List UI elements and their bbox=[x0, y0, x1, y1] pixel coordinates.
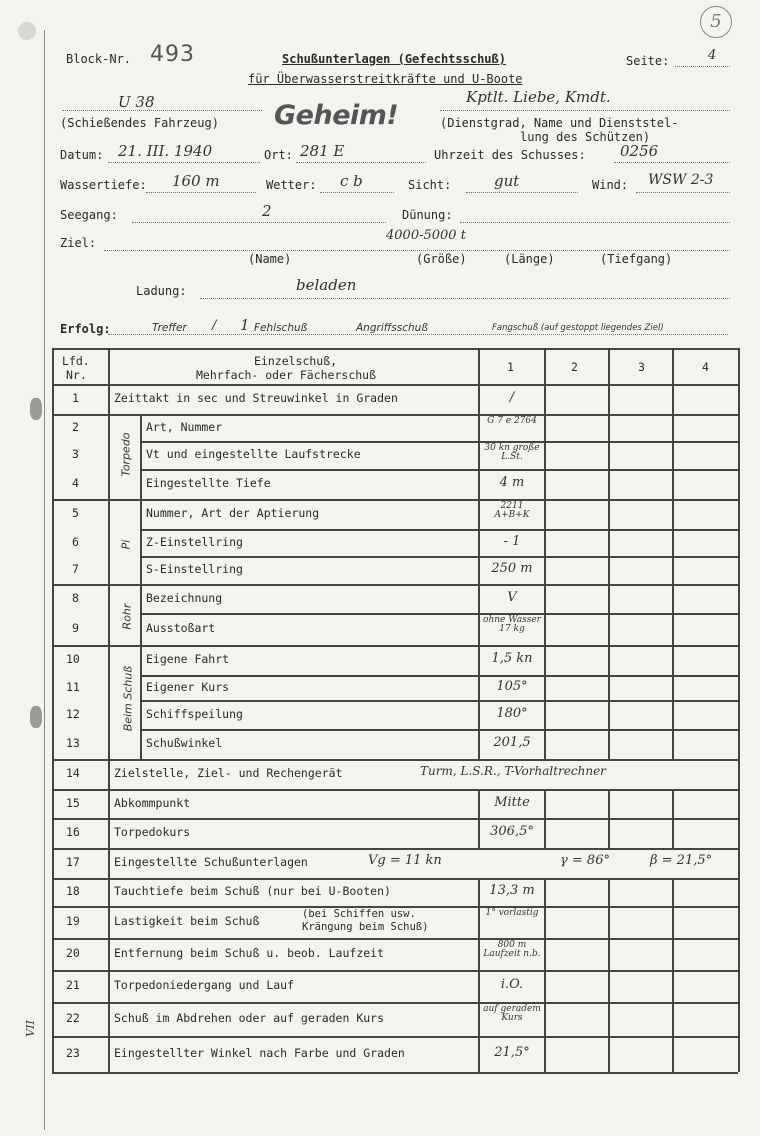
table-row-line bbox=[52, 584, 738, 586]
table-row-line bbox=[52, 818, 738, 820]
row-value-3: β = 21,5° bbox=[650, 853, 713, 868]
weather-value: c b bbox=[340, 172, 363, 190]
result-coup: Fangschuß (auf gestoppt liegendes Ziel) bbox=[492, 323, 664, 333]
sea-value: 2 bbox=[262, 202, 272, 220]
group-pi: Pi bbox=[119, 539, 133, 550]
table-row-line bbox=[140, 441, 738, 443]
table-row-line bbox=[52, 645, 738, 647]
sea-label: Seegang: bbox=[60, 208, 118, 222]
row-value-1: 21,5° bbox=[494, 1045, 530, 1060]
table-row-line bbox=[140, 613, 738, 615]
row-number: 9 bbox=[72, 621, 79, 635]
table-row-line bbox=[52, 848, 738, 850]
table-col-line bbox=[478, 348, 480, 759]
wind-dots bbox=[636, 192, 730, 193]
margin-line bbox=[44, 30, 45, 1130]
row-value-1: Mitte bbox=[494, 794, 530, 810]
row-value-1: - 1 bbox=[503, 533, 521, 549]
row-value-1: 250 m bbox=[491, 561, 533, 576]
depth-label: Wassertiefe: bbox=[60, 178, 147, 192]
size-caption: (Größe) bbox=[416, 252, 467, 266]
row-label: Schuß im Abdrehen oder auf geraden Kurs bbox=[114, 1011, 385, 1025]
row-number: 14 bbox=[66, 766, 80, 780]
result-attack: Angriffsschuß bbox=[356, 322, 428, 334]
table-col-line bbox=[478, 789, 480, 848]
col-desc-header-1: Einzelschuß, bbox=[254, 354, 338, 368]
length-caption: (Länge) bbox=[504, 252, 555, 266]
time-label: Uhrzeit des Schusses: bbox=[434, 148, 586, 162]
date-value: 21. III. 1940 bbox=[118, 142, 213, 160]
col-nr-header-2: Nr. bbox=[66, 368, 87, 382]
col-2-header: 2 bbox=[571, 360, 578, 374]
group-rohr: Rohr bbox=[120, 603, 134, 630]
result-hit-value: / bbox=[212, 318, 217, 333]
row-label: Zielstelle, Ziel- und Rechengerät bbox=[114, 766, 343, 780]
row-label: Ausstoßart bbox=[146, 621, 216, 635]
row-number: 2 bbox=[72, 419, 79, 434]
row-label: Nummer, Art der Aptierung bbox=[146, 506, 320, 520]
row-value-1: 306,5° bbox=[490, 824, 534, 839]
row-number: 8 bbox=[72, 590, 79, 605]
table-row-line bbox=[52, 499, 738, 501]
row-label: S-Einstellring bbox=[146, 562, 243, 576]
row-label: Eingestellte Schußunterlagen bbox=[114, 855, 308, 869]
row-value-1: 180° bbox=[496, 705, 528, 721]
form-subtitle: für Überwasserstreitkräfte und U-Boote bbox=[248, 72, 523, 86]
group-torpedo: Torpedo bbox=[119, 432, 133, 477]
row-number: 19 bbox=[66, 914, 80, 928]
table-col-line bbox=[478, 878, 480, 1072]
row-number: 16 bbox=[66, 825, 80, 839]
place-dots bbox=[296, 162, 426, 163]
row-label: Eigener Kurs bbox=[146, 679, 230, 694]
place-value: 281 E bbox=[300, 142, 345, 160]
row-label: Tauchtiefe beim Schuß (nur bei U-Booten) bbox=[114, 884, 391, 898]
row-value-1: i.O. bbox=[500, 977, 524, 992]
shooter-dots bbox=[440, 110, 730, 111]
table-col-line bbox=[608, 348, 610, 759]
row-number: 11 bbox=[66, 679, 80, 694]
shooter-value: Kptlt. Liebe, Kmdt. bbox=[466, 88, 611, 106]
punch-hole-middle bbox=[30, 398, 42, 420]
group-beim-schuss: Beim Schuß bbox=[121, 665, 135, 732]
row-label: Eingestellter Winkel nach Farbe und Graden bbox=[114, 1046, 405, 1060]
row-value-1: 30 kn große L.St. bbox=[484, 443, 540, 462]
result-label: Erfolg: bbox=[60, 322, 111, 336]
table-col-line bbox=[672, 878, 674, 1072]
weather-label: Wetter: bbox=[266, 178, 317, 192]
table-row-line bbox=[52, 1036, 738, 1038]
row-label: Schußwinkel bbox=[146, 736, 223, 750]
table-row-line bbox=[52, 1072, 738, 1074]
row-label-note: Krängung beim Schuß) bbox=[302, 921, 429, 933]
row-value-1: 800 m Laufzeit n.b. bbox=[483, 940, 541, 959]
col-nr-header-1: Lfd. bbox=[62, 354, 90, 368]
date-dots bbox=[108, 162, 260, 163]
table-row-line bbox=[140, 556, 738, 558]
col-1-header: 1 bbox=[507, 360, 514, 374]
table-col-line bbox=[544, 348, 546, 759]
table-col-line bbox=[672, 348, 674, 759]
depth-dots bbox=[146, 192, 256, 193]
table-row-line bbox=[140, 700, 738, 702]
table-col-line bbox=[608, 878, 610, 1072]
row-number: 7 bbox=[72, 562, 79, 576]
table-row-line bbox=[140, 729, 738, 731]
row-value-1: 1,5 kn bbox=[491, 651, 533, 666]
wind-value: WSW 2-3 bbox=[648, 172, 714, 188]
punch-hole-lower bbox=[30, 706, 42, 728]
visibility-dots bbox=[466, 192, 578, 193]
table-row-line bbox=[52, 878, 738, 880]
time-dots bbox=[614, 162, 730, 163]
row-label: Eingestellte Tiefe bbox=[146, 476, 271, 490]
row-value-1: 1° vorlastig bbox=[485, 908, 539, 918]
result-miss-value: 1 bbox=[240, 316, 250, 334]
visibility-value: gut bbox=[494, 172, 520, 190]
row-number: 20 bbox=[66, 946, 80, 960]
table-row-line bbox=[52, 1002, 738, 1004]
row-number: 1 bbox=[72, 391, 79, 405]
row-value-2: γ = 86° bbox=[560, 853, 610, 868]
row-label: Z-Einstellring bbox=[146, 534, 243, 549]
swell-label: Dünung: bbox=[402, 208, 453, 222]
corner-page-mark: 5 bbox=[700, 6, 732, 38]
row-value-1: G 7 e 2764 bbox=[487, 416, 537, 426]
row-number: 21 bbox=[66, 978, 80, 992]
visibility-label: Sicht: bbox=[408, 178, 452, 192]
row-label: Torpedokurs bbox=[114, 825, 191, 839]
row-label: Torpedoniedergang und Lauf bbox=[114, 978, 295, 992]
cargo-value: beladen bbox=[296, 276, 357, 294]
table-col-line bbox=[544, 789, 546, 848]
row-label: Eigene Fahrt bbox=[146, 652, 230, 666]
target-label: Ziel: bbox=[60, 236, 97, 250]
table-col-line bbox=[108, 348, 110, 1072]
row-number: 3 bbox=[72, 447, 79, 461]
result-dots bbox=[108, 334, 728, 335]
row-value-1: Vg = 11 kn bbox=[368, 853, 442, 868]
table-row-line bbox=[140, 469, 738, 471]
block-label: Block-Nr. bbox=[66, 52, 132, 66]
row-label-note: (bei Schiffen usw. bbox=[302, 908, 416, 920]
col-3-header: 3 bbox=[638, 360, 645, 374]
table-col-line bbox=[608, 789, 610, 848]
table-col-line bbox=[544, 878, 546, 1072]
row-value-1: 201,5 bbox=[493, 735, 531, 750]
row-value-1: 4 m bbox=[499, 475, 525, 490]
row-label: Zeittakt in sec und Streuwinkel in Graden bbox=[114, 391, 398, 405]
date-label: Datum: bbox=[60, 148, 104, 162]
place-label: Ort: bbox=[264, 148, 293, 162]
page-dots bbox=[675, 66, 730, 67]
page-number: 4 bbox=[708, 48, 717, 63]
row-label: Abkommpunkt bbox=[114, 795, 191, 810]
row-value-1: 13,3 m bbox=[489, 883, 535, 898]
row-value-1: auf geradem Kurs bbox=[483, 1004, 541, 1023]
table-row-line bbox=[52, 789, 738, 791]
row-label: Bezeichnung bbox=[146, 590, 223, 605]
row-number: 23 bbox=[66, 1046, 80, 1060]
row-label: Schiffspeilung bbox=[146, 706, 243, 721]
row-number: 15 bbox=[66, 795, 80, 810]
vessel-value: U 38 bbox=[118, 93, 155, 111]
row-label: Vt und eingestellte Laufstrecke bbox=[146, 447, 361, 461]
table-top-border bbox=[52, 348, 738, 350]
target-dots bbox=[104, 250, 730, 251]
table-col-line bbox=[672, 789, 674, 848]
table-row-line bbox=[140, 675, 738, 677]
row-number: 17 bbox=[66, 855, 80, 869]
row-value-1: / bbox=[509, 390, 515, 405]
wind-label: Wind: bbox=[592, 178, 629, 192]
row-number: 10 bbox=[66, 652, 80, 666]
shooter-label-2: lung des Schützen) bbox=[520, 130, 651, 144]
table-row-line bbox=[52, 759, 738, 761]
row-number: 12 bbox=[66, 706, 80, 721]
row-value-1: Turm, L.S.R., T-Vorhaltrechner bbox=[420, 764, 606, 778]
margin-note: VII bbox=[23, 1020, 37, 1037]
table-row-line bbox=[52, 414, 738, 416]
table-subgroup-line bbox=[140, 414, 142, 759]
cargo-dots bbox=[200, 298, 730, 299]
col-4-header: 4 bbox=[702, 360, 709, 374]
cargo-label: Ladung: bbox=[136, 284, 187, 298]
time-value: 0256 bbox=[620, 142, 659, 160]
col-desc-header-2: Mehrfach- oder Fächerschuß bbox=[196, 368, 377, 382]
weather-dots bbox=[320, 192, 394, 193]
depth-value: 160 m bbox=[172, 172, 220, 190]
table-row-line bbox=[52, 938, 738, 940]
row-label: Lastigkeit beim Schuß bbox=[114, 914, 260, 928]
vessel-dots bbox=[62, 110, 262, 111]
table-row-line bbox=[52, 384, 738, 386]
punch-hole-top bbox=[18, 22, 36, 40]
row-value-1: V bbox=[507, 589, 517, 605]
row-label: Entfernung beim Schuß u. beob. Laufzeit bbox=[114, 946, 385, 960]
secret-stamp: Geheim! bbox=[274, 100, 399, 131]
row-value-1: 2211 A+B+K bbox=[494, 501, 530, 520]
vessel-label: (Schießendes Fahrzeug) bbox=[60, 116, 219, 130]
row-value-1: 105° bbox=[496, 678, 528, 694]
row-value-1: ohne Wasser 17 kg bbox=[483, 615, 541, 634]
table-row-line bbox=[52, 970, 738, 972]
swell-dots bbox=[460, 222, 730, 223]
name-caption: (Name) bbox=[248, 252, 292, 266]
table-left-border bbox=[52, 348, 54, 1072]
result-miss: Fehlschuß bbox=[254, 322, 308, 334]
draught-caption: (Tiefgang) bbox=[600, 252, 673, 266]
sea-dots bbox=[132, 222, 386, 223]
row-number: 4 bbox=[72, 476, 79, 490]
page-label: Seite: bbox=[626, 54, 670, 68]
shooter-label-1: (Dienstgrad, Name und Dienststel- bbox=[440, 116, 679, 130]
row-number: 18 bbox=[66, 884, 80, 898]
block-number: 493 bbox=[150, 42, 195, 67]
row-number: 5 bbox=[72, 506, 79, 520]
target-value: 4000-5000 t bbox=[386, 228, 466, 243]
row-number: 22 bbox=[66, 1011, 80, 1025]
row-label: Art, Nummer bbox=[146, 419, 223, 434]
form-title: Schußunterlagen (Gefechtsschuß) bbox=[282, 52, 506, 66]
table-right-border bbox=[738, 348, 740, 1072]
row-number: 13 bbox=[66, 736, 80, 750]
row-number: 6 bbox=[72, 534, 79, 549]
result-hit: Treffer bbox=[152, 322, 187, 334]
table-row-line bbox=[140, 529, 738, 531]
